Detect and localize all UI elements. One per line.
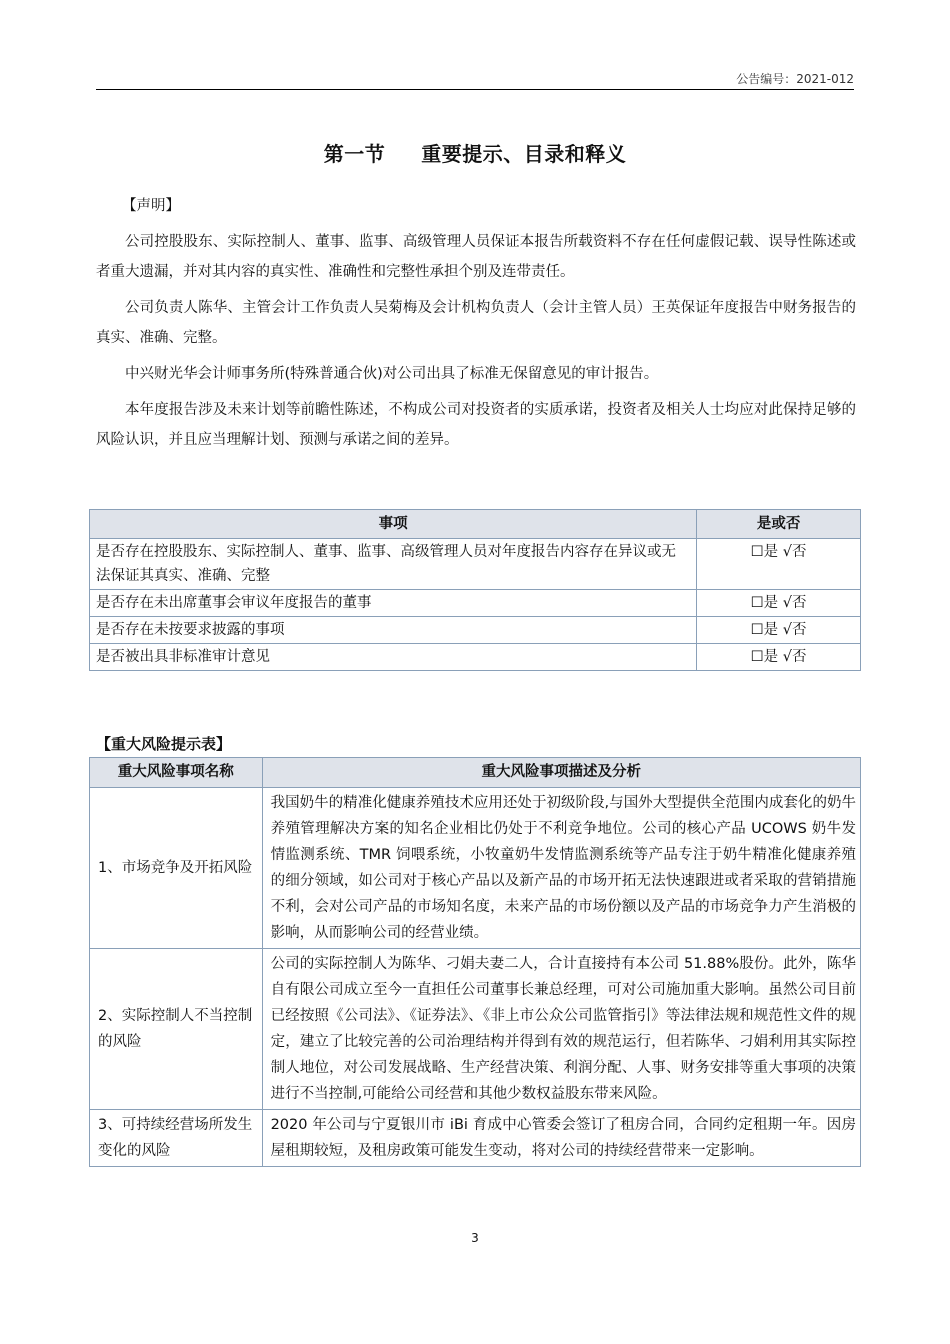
page-number: 3	[471, 1231, 479, 1245]
table-header-row	[90, 510, 861, 539]
risk-name: 2、实际控制人不当控制的风险	[90, 949, 263, 1110]
risk-description: 2020 年公司与宁夏银川市 iBi 育成中心管委会签订了租房合同，合同约定租期一年。因房屋租期较短，及租房政策可能发生变动，将对公司的持续经营带来一定影响。	[262, 1110, 860, 1167]
declaration-paragraph: 公司负责人陈华、主管会计工作负责人吴菊梅及会计机构负责人（会计主管人员）王英保证年度报告中财务报告的真实、准确、完整。	[96, 300, 856, 346]
risk-name: 3、可持续经营场所发生变化的风险	[90, 1110, 263, 1167]
table-row	[90, 617, 861, 644]
risk-description: 我国奶牛的精准化健康养殖技术应用还处于初级阶段,与国外大型提供全范围内成套化的奶牛养殖管理解决方案的知名企业相比仍处于不利竞争地位。公司的核心产品 UCOWS 奶牛发情监测系统、TMR 饲喂系统，小牧童奶牛发情监测系统等产品专注于奶牛精准化健康养殖的细分领域，如公司对于核心产品以及新产品的市场开拓无法快速跟进或者采取的营销措施不利，会对公司产品的市场知名度，未来产品的市场份额以及产品的市场竞争力产生消极的影响，从而影响公司的经营业绩。	[262, 788, 860, 949]
column-header-item: 事项	[90, 510, 697, 539]
matters-table	[89, 509, 861, 671]
table-header-row	[90, 758, 861, 788]
table-row	[90, 539, 861, 590]
risk-name: 1、市场竞争及开拓风险	[90, 788, 263, 949]
column-header-risk-desc: 重大风险事项描述及分析	[262, 758, 860, 788]
matter-item: 是否被出具非标准审计意见	[90, 644, 697, 671]
matter-answer: ☐是 √否	[697, 617, 861, 644]
risk-table-heading: 【重大风险提示表】	[96, 735, 232, 753]
declaration-paragraph: 公司控股股东、实际控制人、董事、监事、高级管理人员保证本报告所载资料不存在任何虚假记载、误导性陈述或者重大遗漏，并对其内容的真实性、准确性和完整性承担个别及连带责任。	[96, 234, 856, 280]
risk-description: 公司的实际控制人为陈华、刁娟夫妻二人，合计直接持有本公司 51.88%股份。此外，陈华自有限公司成立至今一直担任公司董事长兼总经理，可对公司施加重大影响。虽然公司目前已经按照《公司法》、《证券法》、《非上市公众公司监管指引》等法律法规和规范性文件的规定，建立了比较完善的公司治理结构并得到有效的规范运行，但若陈华、刁娟利用其实际控制人地位，对公司发展战略、生产经营决策、利润分配、人事、财务安排等重大事项的决策进行不当控制,可能给公司经营和其他少数权益股东带来风险。	[262, 949, 860, 1110]
section-number: 第一节	[323, 142, 386, 166]
table-row	[90, 644, 861, 671]
column-header-answer: 是或否	[697, 510, 861, 539]
declaration-paragraph: 中兴财光华会计师事务所(特殊普通合伙)对公司出具了标准无保留意见的审计报告。	[125, 366, 659, 382]
matter-answer: ☐是 √否	[697, 590, 861, 617]
section-title-text: 重要提示、目录和释义	[421, 142, 627, 166]
declaration-body	[96, 227, 856, 461]
column-header-risk-name: 重大风险事项名称	[90, 758, 263, 788]
page-title	[0, 138, 950, 167]
matter-answer: ☐是 √否	[697, 644, 861, 671]
header-divider	[96, 89, 854, 90]
notice-number: 公告编号：2021-012	[736, 72, 854, 86]
matter-answer: ☐是 √否	[697, 539, 861, 590]
matter-item: 是否存在未出席董事会审议年度报告的董事	[90, 590, 697, 617]
declaration-paragraph: 本年度报告涉及未来计划等前瞻性陈述，不构成公司对投资者的实质承诺，投资者及相关人士均应对此保持足够的风险认识，并且应当理解计划、预测与承诺之间的差异。	[96, 402, 856, 448]
matter-item: 是否存在未按要求披露的事项	[90, 617, 697, 644]
matter-item: 是否存在控股股东、实际控制人、董事、监事、高级管理人员对年度报告内容存在异议或无法保证其真实、准确、完整	[90, 539, 697, 590]
table-row	[90, 1110, 861, 1167]
table-row	[90, 590, 861, 617]
table-row	[90, 788, 861, 949]
risk-table	[89, 757, 861, 1167]
table-row	[90, 949, 861, 1110]
declaration-heading: 【声明】	[122, 198, 180, 214]
